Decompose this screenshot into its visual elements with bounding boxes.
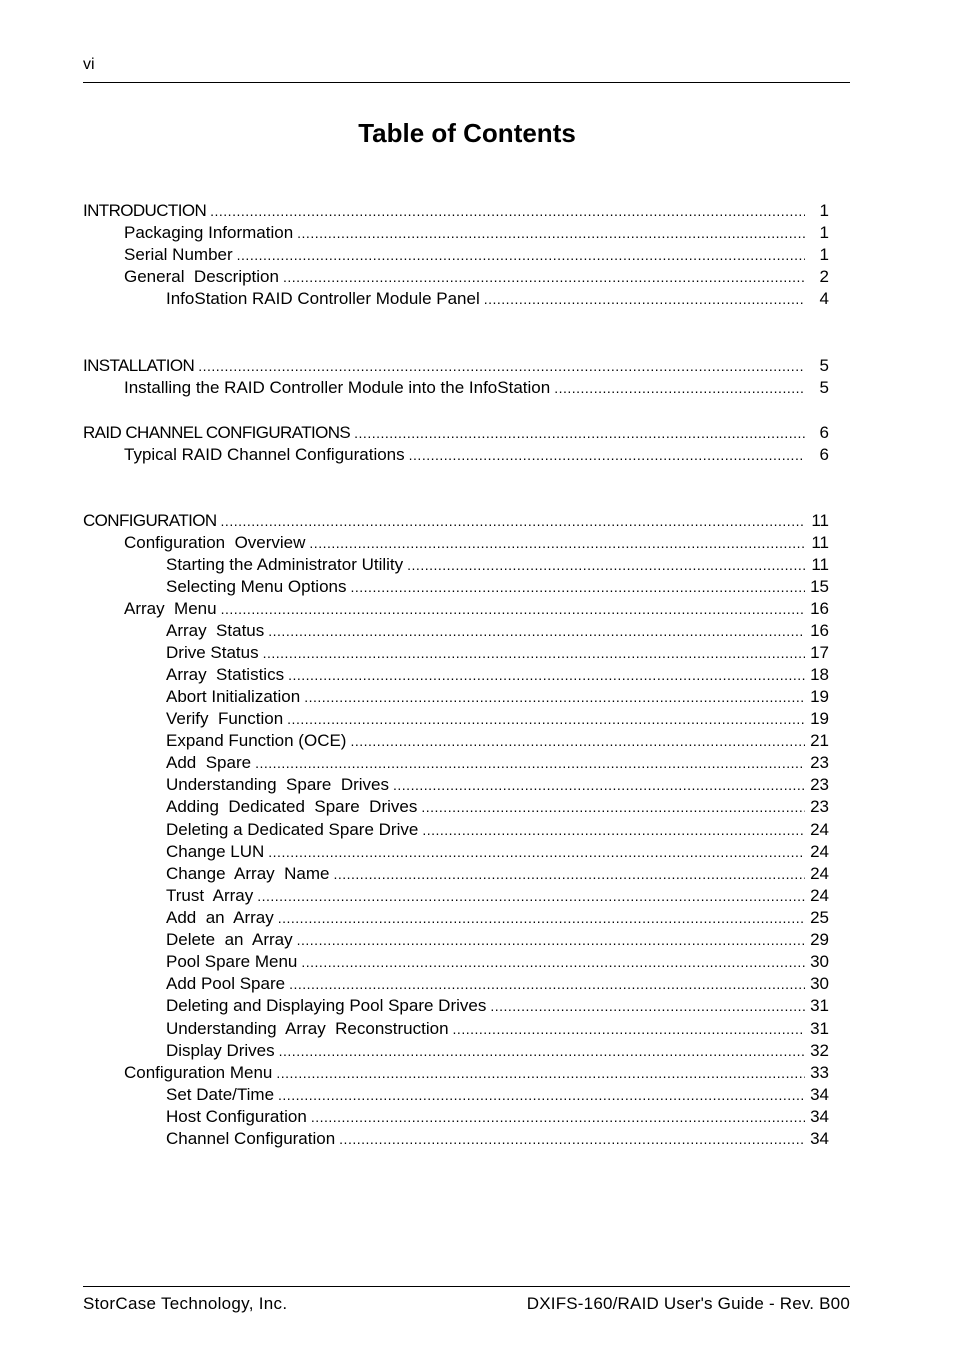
toc-entry-page: 23 bbox=[810, 775, 829, 794]
toc-dot-leader bbox=[421, 796, 805, 818]
toc-entry-page: 18 bbox=[810, 665, 829, 684]
toc-dot-leader bbox=[278, 907, 805, 929]
toc-entry-label: Add an Array bbox=[166, 908, 274, 927]
toc-entry-page: 19 bbox=[810, 709, 829, 728]
page-number: vi bbox=[83, 56, 95, 73]
toc-entry[interactable] bbox=[124, 266, 829, 288]
toc-entry-page: 21 bbox=[810, 731, 829, 750]
toc-dot-leader bbox=[453, 1018, 805, 1040]
toc-entry-page: 34 bbox=[810, 1085, 829, 1104]
toc-entry-label: INSTALLATION bbox=[83, 356, 195, 375]
toc-entry-page: 6 bbox=[819, 423, 829, 442]
toc-entry[interactable] bbox=[166, 642, 829, 664]
toc-entry-label: Channel Configuration bbox=[166, 1129, 336, 1148]
toc-entry-page: 29 bbox=[810, 930, 829, 949]
toc-entry-page: 30 bbox=[810, 974, 829, 993]
toc-entry[interactable] bbox=[166, 288, 829, 310]
toc-entry-label: Deleting and Displaying Pool Spare Drives bbox=[166, 996, 487, 1015]
toc-entry[interactable] bbox=[124, 244, 829, 266]
toc-entry-label: Configuration Overview bbox=[124, 533, 306, 552]
toc-entry-page: 16 bbox=[810, 621, 829, 640]
toc-dot-leader bbox=[268, 620, 805, 642]
toc-entry-page: 2 bbox=[819, 267, 829, 286]
toc-entry[interactable] bbox=[166, 796, 829, 818]
toc-entry-page: 19 bbox=[810, 687, 829, 706]
toc-entry-page: 23 bbox=[810, 753, 829, 772]
toc-entry-page: 15 bbox=[810, 577, 829, 596]
toc-entry-label: Change LUN bbox=[166, 842, 265, 861]
toc-dot-leader bbox=[350, 730, 805, 752]
toc-entry[interactable] bbox=[83, 422, 829, 444]
toc-entry-page: 33 bbox=[810, 1063, 829, 1082]
toc-entry[interactable] bbox=[166, 620, 829, 642]
toc-dot-leader bbox=[297, 222, 805, 244]
toc-dot-leader bbox=[283, 266, 805, 288]
toc-entry[interactable] bbox=[166, 664, 829, 686]
toc-entry-page: 1 bbox=[819, 201, 829, 220]
toc-entry[interactable] bbox=[166, 730, 829, 752]
toc-dot-leader bbox=[278, 1084, 805, 1106]
toc-entry-page: 5 bbox=[819, 378, 829, 397]
toc-dot-leader bbox=[339, 1128, 805, 1150]
toc-dot-leader bbox=[304, 686, 805, 708]
toc-dot-leader bbox=[198, 355, 805, 377]
toc-entry-label: Packaging Information bbox=[124, 223, 294, 242]
toc-entry[interactable] bbox=[166, 1106, 829, 1128]
toc-entry-page: 30 bbox=[810, 952, 829, 971]
toc-entry-label: Change Array Name bbox=[166, 864, 330, 883]
toc-entry-page: 11 bbox=[811, 555, 829, 574]
toc-dot-leader bbox=[221, 510, 805, 532]
toc-entry[interactable] bbox=[166, 554, 829, 576]
toc-entry-label: Add Pool Spare bbox=[166, 974, 286, 993]
toc-entry[interactable] bbox=[166, 774, 829, 796]
toc-entry[interactable] bbox=[124, 444, 829, 466]
toc-entry-page: 31 bbox=[810, 996, 829, 1015]
toc-dot-leader bbox=[221, 598, 805, 620]
toc-entry-label: RAID CHANNEL CONFIGURATIONS bbox=[83, 423, 351, 442]
toc-entry-label: Selecting Menu Options bbox=[166, 577, 347, 596]
toc-entry[interactable] bbox=[166, 841, 829, 863]
toc-dot-leader bbox=[268, 841, 805, 863]
toc-entry-label: Delete an Array bbox=[166, 930, 293, 949]
toc-entry-page: 25 bbox=[810, 908, 829, 927]
toc-entry[interactable] bbox=[166, 885, 829, 907]
toc-entry[interactable] bbox=[166, 995, 829, 1017]
toc-entry-label: General Description bbox=[124, 267, 279, 286]
toc-entry-label: Typical RAID Channel Configurations bbox=[124, 445, 405, 464]
toc-entry-page: 24 bbox=[810, 842, 829, 861]
toc-dot-leader bbox=[288, 664, 805, 686]
toc-dot-leader bbox=[490, 995, 805, 1017]
toc-entry-label: Adding Dedicated Spare Drives bbox=[166, 797, 418, 816]
footer-company: StorCase Technology, Inc. bbox=[83, 1294, 288, 1313]
toc-entry-label: INTRODUCTION bbox=[83, 201, 207, 220]
toc-dot-leader bbox=[407, 554, 805, 576]
toc-entry-label: Configuration Menu bbox=[124, 1063, 273, 1082]
toc-dot-leader bbox=[351, 576, 806, 598]
toc-entry-page: 5 bbox=[819, 356, 829, 375]
toc-dot-leader bbox=[257, 885, 805, 907]
toc-entry-label: Deleting a Dedicated Spare Drive bbox=[166, 820, 419, 839]
toc-entry-page: 34 bbox=[810, 1107, 829, 1126]
toc-entry[interactable] bbox=[124, 1062, 829, 1084]
toc-dot-leader bbox=[393, 774, 805, 796]
toc-entry-label: Understanding Array Reconstruction bbox=[166, 1019, 449, 1038]
toc-dot-leader bbox=[311, 1106, 805, 1128]
toc-entry-label: Pool Spare Menu bbox=[166, 952, 298, 971]
toc-entry[interactable] bbox=[83, 355, 829, 377]
toc-entry[interactable] bbox=[124, 377, 829, 399]
toc-dot-leader bbox=[263, 642, 805, 664]
toc-entry-label: Understanding Spare Drives bbox=[166, 775, 390, 794]
toc-entry[interactable] bbox=[166, 576, 829, 598]
toc-entry[interactable] bbox=[166, 863, 829, 885]
toc-entry-page: 11 bbox=[811, 511, 829, 530]
toc-entry[interactable] bbox=[166, 951, 829, 973]
toc-entry-label: Installing the RAID Controller Module into the InfoStation bbox=[124, 378, 551, 397]
toc-dot-leader bbox=[210, 200, 805, 222]
toc-entry[interactable] bbox=[124, 532, 829, 554]
toc-entry-label: Set Date/Time bbox=[166, 1085, 275, 1104]
toc-entry-page: 17 bbox=[810, 643, 829, 662]
toc-dot-leader bbox=[409, 444, 805, 466]
toc-dot-leader bbox=[422, 819, 805, 841]
toc-entry[interactable] bbox=[166, 1128, 829, 1150]
toc-entry[interactable] bbox=[166, 907, 829, 929]
toc-dot-leader bbox=[297, 929, 805, 951]
toc-entry-page: 4 bbox=[819, 289, 829, 308]
toc-dot-leader bbox=[554, 377, 805, 399]
toc-entry-label: Array Statistics bbox=[166, 665, 285, 684]
toc-entry-page: 31 bbox=[810, 1019, 829, 1038]
toc-entry-label: Add Spare bbox=[166, 753, 252, 772]
toc-entry-label: CONFIGURATION bbox=[83, 511, 217, 530]
toc-entry-label: Drive Status bbox=[166, 643, 259, 662]
toc-entry[interactable] bbox=[166, 752, 829, 774]
toc-dot-leader bbox=[354, 422, 805, 444]
toc-entry-page: 24 bbox=[810, 886, 829, 905]
toc-entry[interactable] bbox=[124, 598, 829, 620]
toc-entry[interactable] bbox=[83, 510, 829, 532]
toc-entry-page: 24 bbox=[810, 864, 829, 883]
toc-entry-label: Array Status bbox=[166, 621, 265, 640]
toc-entry-label: Display Drives bbox=[166, 1041, 275, 1060]
toc-entry-label: Abort Initialization bbox=[166, 687, 301, 706]
toc-entry-label: Expand Function (OCE) bbox=[166, 731, 347, 750]
page-title: Table of Contents bbox=[358, 118, 576, 148]
toc-dot-leader bbox=[484, 288, 805, 310]
toc-entry[interactable] bbox=[166, 1018, 829, 1040]
toc-dot-leader bbox=[309, 532, 805, 554]
toc-dot-leader bbox=[279, 1040, 805, 1062]
toc-entry-label: Serial Number bbox=[124, 245, 233, 264]
toc-entry[interactable] bbox=[166, 819, 829, 841]
toc-entry-page: 16 bbox=[810, 599, 829, 618]
toc-entry-page: 1 bbox=[819, 245, 829, 264]
toc-dot-leader bbox=[276, 1062, 805, 1084]
toc-entry-label: Starting the Administrator Utility bbox=[166, 555, 404, 574]
toc-entry-page: 32 bbox=[810, 1041, 829, 1060]
footer-document-title: DXIFS-160/RAID User's Guide - Rev. B00 bbox=[526, 1294, 850, 1313]
toc-entry[interactable] bbox=[83, 200, 829, 222]
toc-entry-page: 34 bbox=[810, 1129, 829, 1148]
toc-entry[interactable] bbox=[166, 686, 829, 708]
toc-entry-label: Trust Array bbox=[166, 886, 254, 905]
toc-dot-leader bbox=[287, 708, 805, 730]
footer-rule bbox=[83, 1286, 850, 1287]
toc-entry-label: Verify Function bbox=[166, 709, 284, 728]
toc-entry-label: Array Menu bbox=[124, 599, 217, 618]
toc-entry-page: 24 bbox=[810, 820, 829, 839]
toc-dot-leader bbox=[289, 973, 805, 995]
toc-entry[interactable] bbox=[166, 1084, 829, 1106]
toc-entry-label: Host Configuration bbox=[166, 1107, 307, 1126]
toc-entry-page: 1 bbox=[819, 223, 829, 242]
toc-entry-page: 6 bbox=[819, 445, 829, 464]
toc-entry-label: InfoStation RAID Controller Module Panel bbox=[166, 289, 480, 308]
toc-entry-page: 23 bbox=[810, 797, 829, 816]
toc-dot-leader bbox=[237, 244, 805, 266]
toc-dot-leader bbox=[255, 752, 805, 774]
toc-entry-page: 11 bbox=[811, 533, 829, 552]
toc-entry[interactable] bbox=[124, 222, 829, 244]
toc-entry[interactable] bbox=[166, 973, 829, 995]
toc-entry[interactable] bbox=[166, 708, 829, 730]
header-rule bbox=[83, 82, 850, 83]
toc-entry[interactable] bbox=[166, 1040, 829, 1062]
toc-dot-leader bbox=[301, 951, 805, 973]
toc-entry[interactable] bbox=[166, 929, 829, 951]
toc-dot-leader bbox=[333, 863, 805, 885]
